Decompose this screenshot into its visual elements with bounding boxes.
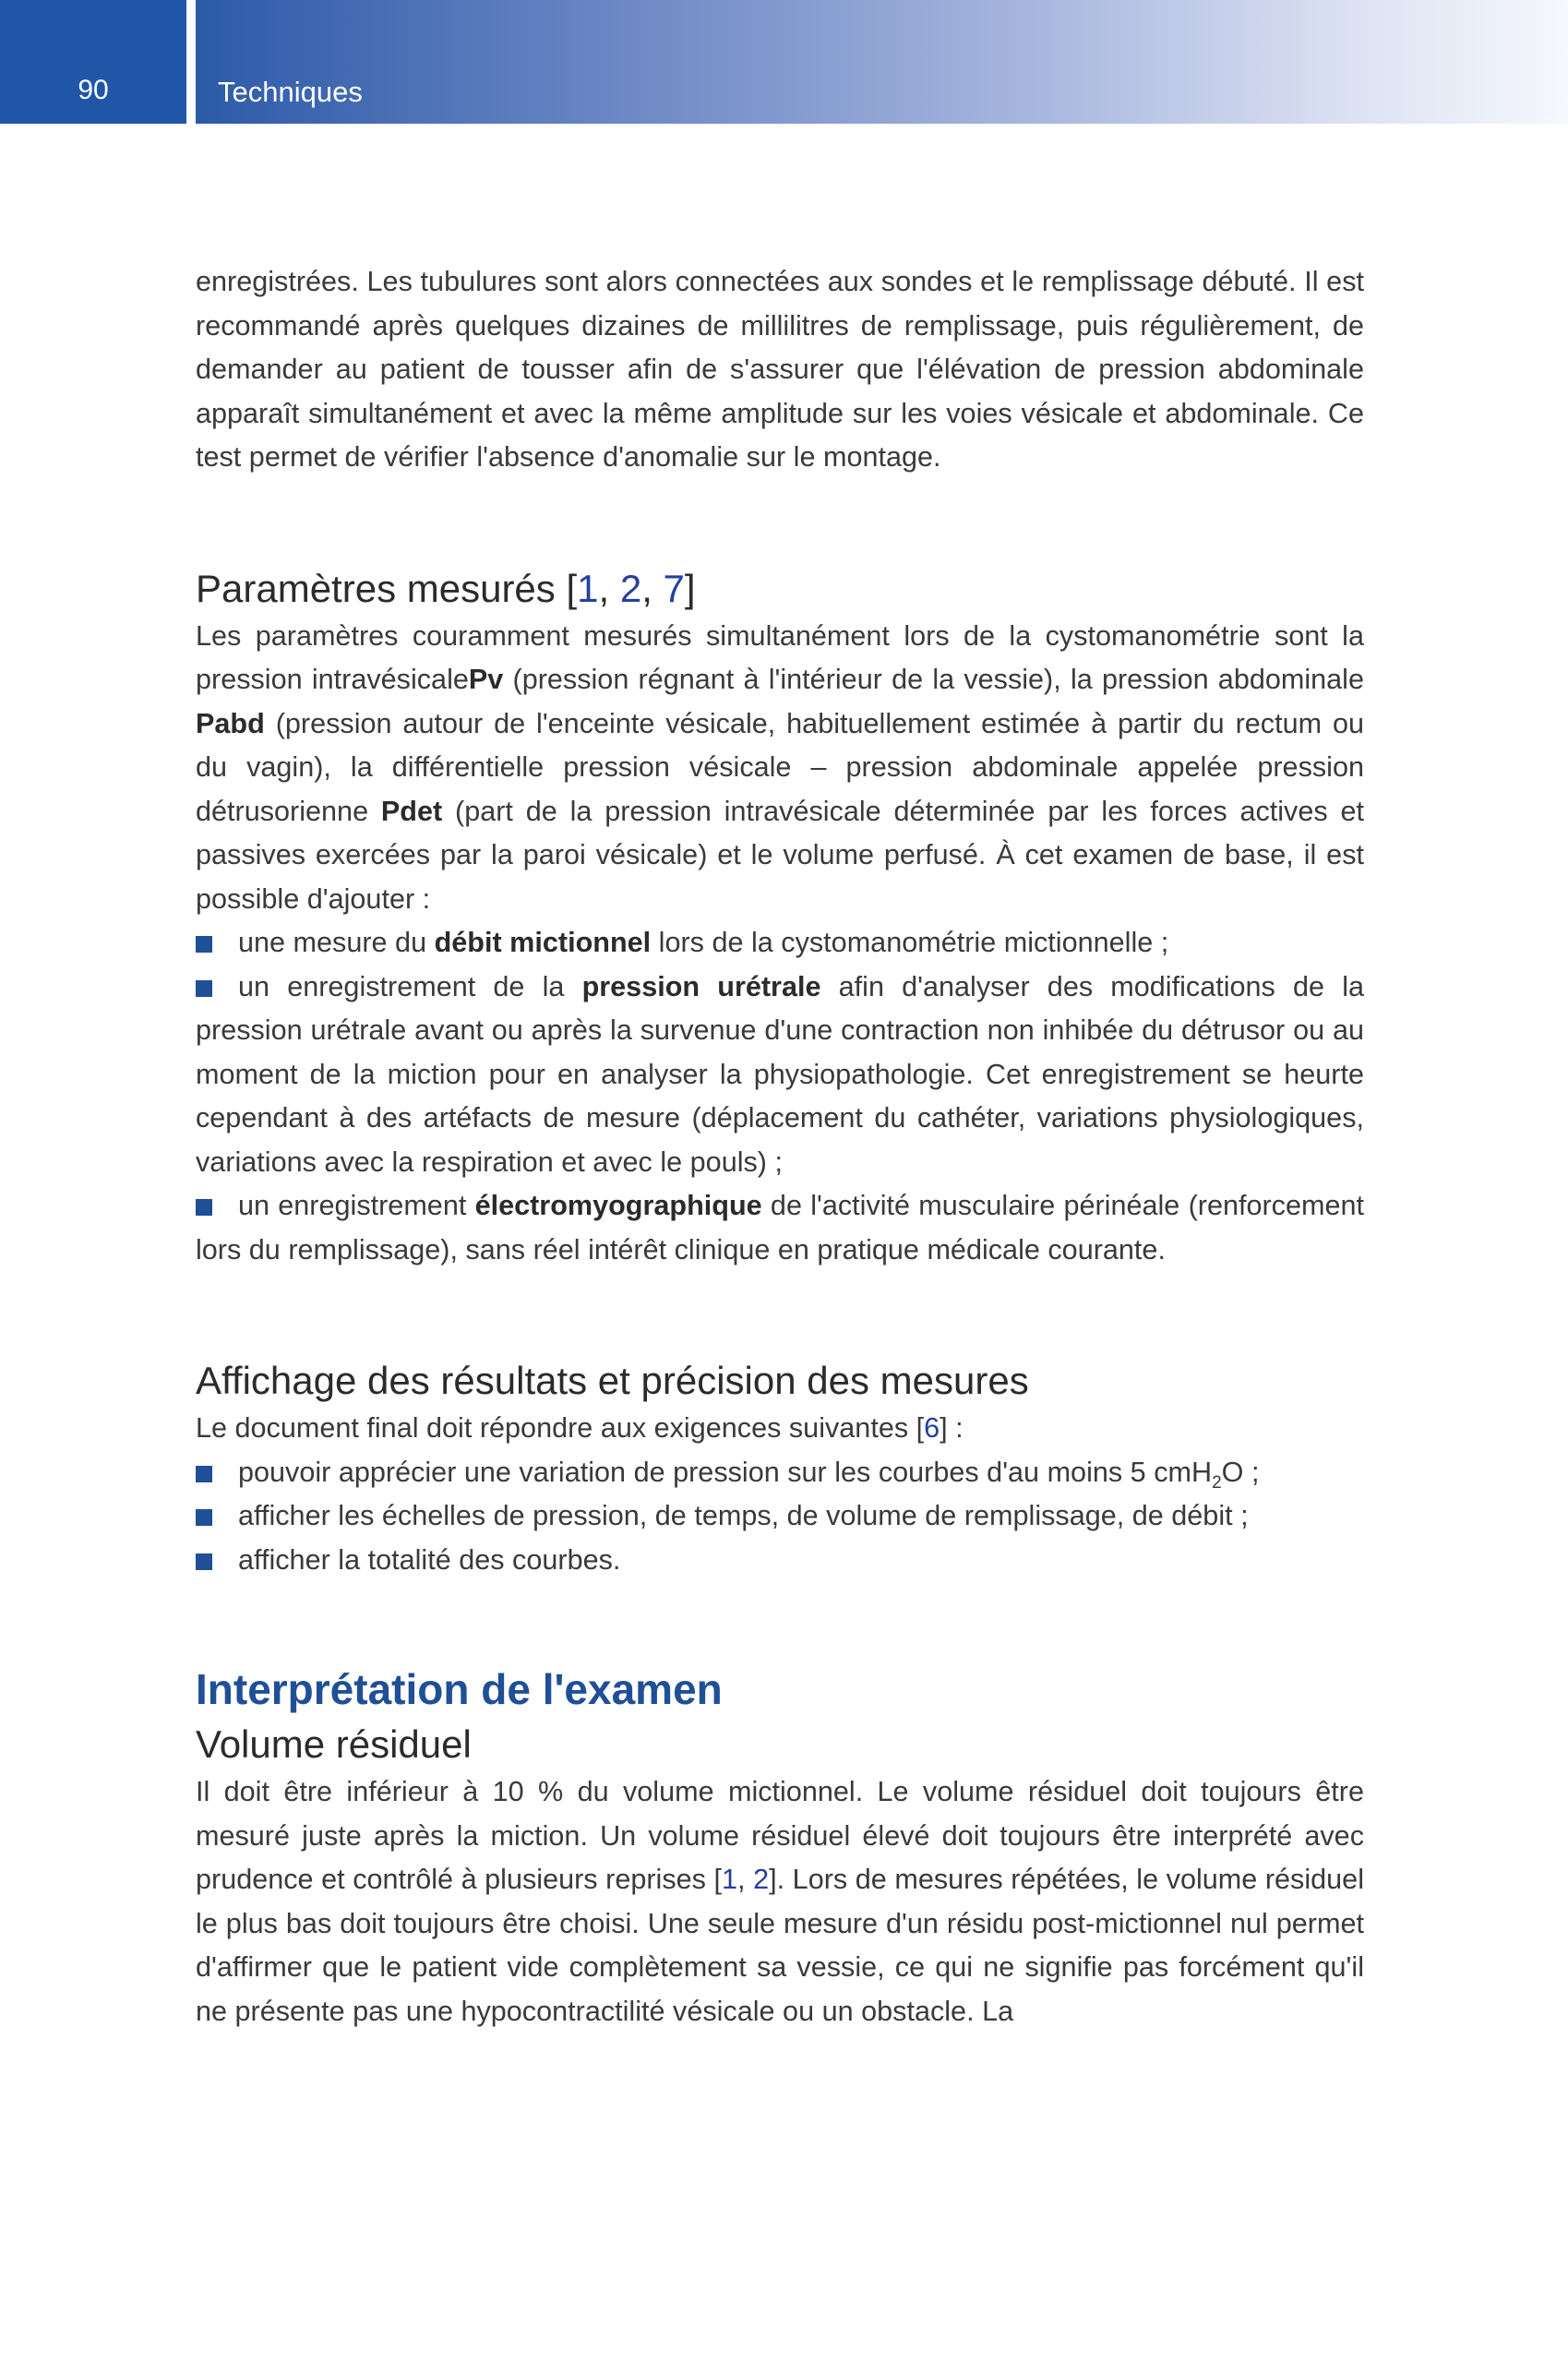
affichage-bullet-list	[196, 1451, 1364, 1583]
citation-ref[interactable]: 2	[619, 566, 642, 610]
text-run: lors de la cystomanométrie mictionnelle ;	[651, 927, 1169, 958]
parametres-paragraph	[196, 615, 1364, 922]
text-run: un enregistrement	[238, 1190, 475, 1221]
subscript: 2	[1212, 1472, 1222, 1493]
text-run: afficher les échelles de pression, de temps, de volume de remplissage, de débit ;	[238, 1500, 1249, 1531]
section-heading-parametres: Paramètres mesurés [1, 2, 7]	[196, 566, 696, 610]
header-gradient-bar	[196, 0, 1568, 124]
text-run: un enregistrement de la	[238, 970, 582, 1002]
affichage-intro: Le document final doit répondre aux exigences suivantes [6] :	[196, 1412, 964, 1444]
list-item	[196, 966, 1364, 1185]
header-separator	[186, 0, 196, 124]
square-bullet-icon	[196, 980, 212, 997]
citation-ref[interactable]: 1	[577, 566, 599, 610]
square-bullet-icon	[196, 1509, 212, 1526]
list-item	[196, 1184, 1364, 1272]
term-pv: Pv	[468, 664, 504, 695]
list-item	[196, 1539, 1364, 1583]
text-run: afficher la totalité des courbes.	[238, 1543, 621, 1576]
text-run: (part de la pression intravésicale déterminée par les forces actives et passives exercées par la paroi vésicale) et le volume perfusé. À cet examen de base, il est possible d'ajouter :	[196, 795, 1364, 915]
volume-residuel-paragraph: Il doit être inférieur à 10 % du volume mictionnel. Le volume résiduel doit toujours être mesuré juste après la miction. Un volume résiduel élevé doit toujours être interprété avec prudence et contrôlé à plusieurs reprises [1, 2]. Lors de mesures répétées, le volume résiduel le plus bas doit toujours être choisi. Une seule mesure d'un résidu post-mictionnel nul permet d'affirmer que le patient vide complètement sa vessie, ce qui ne signifie pas forcément qu'il ne présente pas une hypocontractilité vésicale ou un obstacle. La	[196, 1776, 1364, 2027]
section-heading-interpretation: Interprétation de l'examen	[196, 1665, 723, 1713]
square-bullet-icon	[196, 1199, 212, 1216]
running-title: Techniques	[218, 76, 363, 108]
text-run: une mesure du	[238, 927, 435, 958]
section-heading-affichage: Affichage des résultats et précision des mesures	[196, 1359, 1029, 1402]
text-run: :	[947, 1412, 964, 1444]
text-run: Il doit être inférieur à 10 % du volume mictionnel. Le volume résiduel doit toujours être mesuré juste après la miction. Un volume résiduel élevé doit toujours être interprété avec prudence et contrôlé à plusieurs reprises	[196, 1776, 1364, 1895]
list-item	[196, 921, 1364, 966]
key-term: débit mictionnel	[434, 927, 652, 958]
square-bullet-icon	[196, 1466, 212, 1482]
text-run: . Lors de mesures répétées, le volume résiduel le plus bas doit toujours être choisi. Une seule mesure d'un résidu post-mictionnel nul permet d'affirmer que le patient vide complètement sa vessie, ce qui ne signifie pas forcément qu'il ne présente pas une hypocontractilité vésicale ou un obstacle. La	[196, 1864, 1364, 2027]
text-run: Les paramètres couramment mesurés simultanément lors de la cystomanométrie sont la pression intravésicale	[196, 619, 1364, 695]
citation-ref[interactable]: 7	[663, 566, 685, 610]
page-body	[196, 260, 1364, 2033]
text-run: (pression autour de l'enceinte vésicale, habituellement estimée à partir du rectum ou du vagin), la différentielle pression vésicale – pression abdominale appelée pression détrusorienne	[196, 707, 1364, 827]
text-run: pouvoir apprécier une variation de pression sur les courbes d'au moins 5 cmH	[238, 1456, 1213, 1488]
term-pdet: Pdet	[380, 795, 443, 827]
text-run: O ;	[1221, 1456, 1260, 1488]
square-bullet-icon	[196, 936, 212, 953]
page-header	[0, 0, 1568, 124]
text-run: afin d'analyser des modifications de la pression urétrale avant ou après la survenue d'une contraction non inhibée du détrusor ou au moment de la miction pour en analyser la physiopathologie. Cet enregistrement se heurte cependant à des artéfacts de mesure (déplacement du cathéter, variations physiologiques, variations avec la respiration et avec le pouls) ;	[196, 970, 1365, 1178]
square-bullet-icon	[196, 1553, 212, 1570]
list-item	[196, 1451, 1364, 1495]
citation-ref[interactable]: 2	[753, 1864, 770, 1895]
text-run: de l'activité musculaire périnéale (renforcement lors du remplissage), sans réel intérêt clinique en pratique médicale courante.	[196, 1190, 1365, 1265]
text-run: Le document final doit répondre aux exigences suivantes	[196, 1412, 916, 1444]
key-term: électromyographique	[474, 1190, 762, 1221]
list-item	[196, 1494, 1364, 1539]
page-number: 90	[78, 75, 109, 105]
term-pabd: Pabd	[196, 707, 265, 739]
key-term: pression urétrale	[581, 970, 821, 1002]
page-number-box	[0, 0, 186, 124]
parametres-bullet-list	[196, 921, 1364, 1272]
heading-text: Paramètres mesurés	[196, 566, 556, 610]
citation-ref[interactable]: 1	[722, 1864, 738, 1895]
intro-paragraph: enregistrées. Les tubulures sont alors connectées aux sondes et le remplissage débuté. Il est recommandé après quelques dizaines de millilitres de remplissage, puis régulièrement, de demander au patient de tousser afin de s'assurer que l'élévation de pression abdominale apparaît simultanément et avec la même amplitude sur les voies vésicale et abdominale. Ce test permet de vérifier l'absence d'anomalie sur le montage.	[196, 266, 1364, 473]
citation-ref[interactable]: 6	[924, 1412, 940, 1444]
subsection-heading-volume-residuel: Volume résiduel	[196, 1722, 472, 1766]
text-run: (pression régnant à l'intérieur de la vessie), la pression abdominale	[503, 664, 1364, 695]
